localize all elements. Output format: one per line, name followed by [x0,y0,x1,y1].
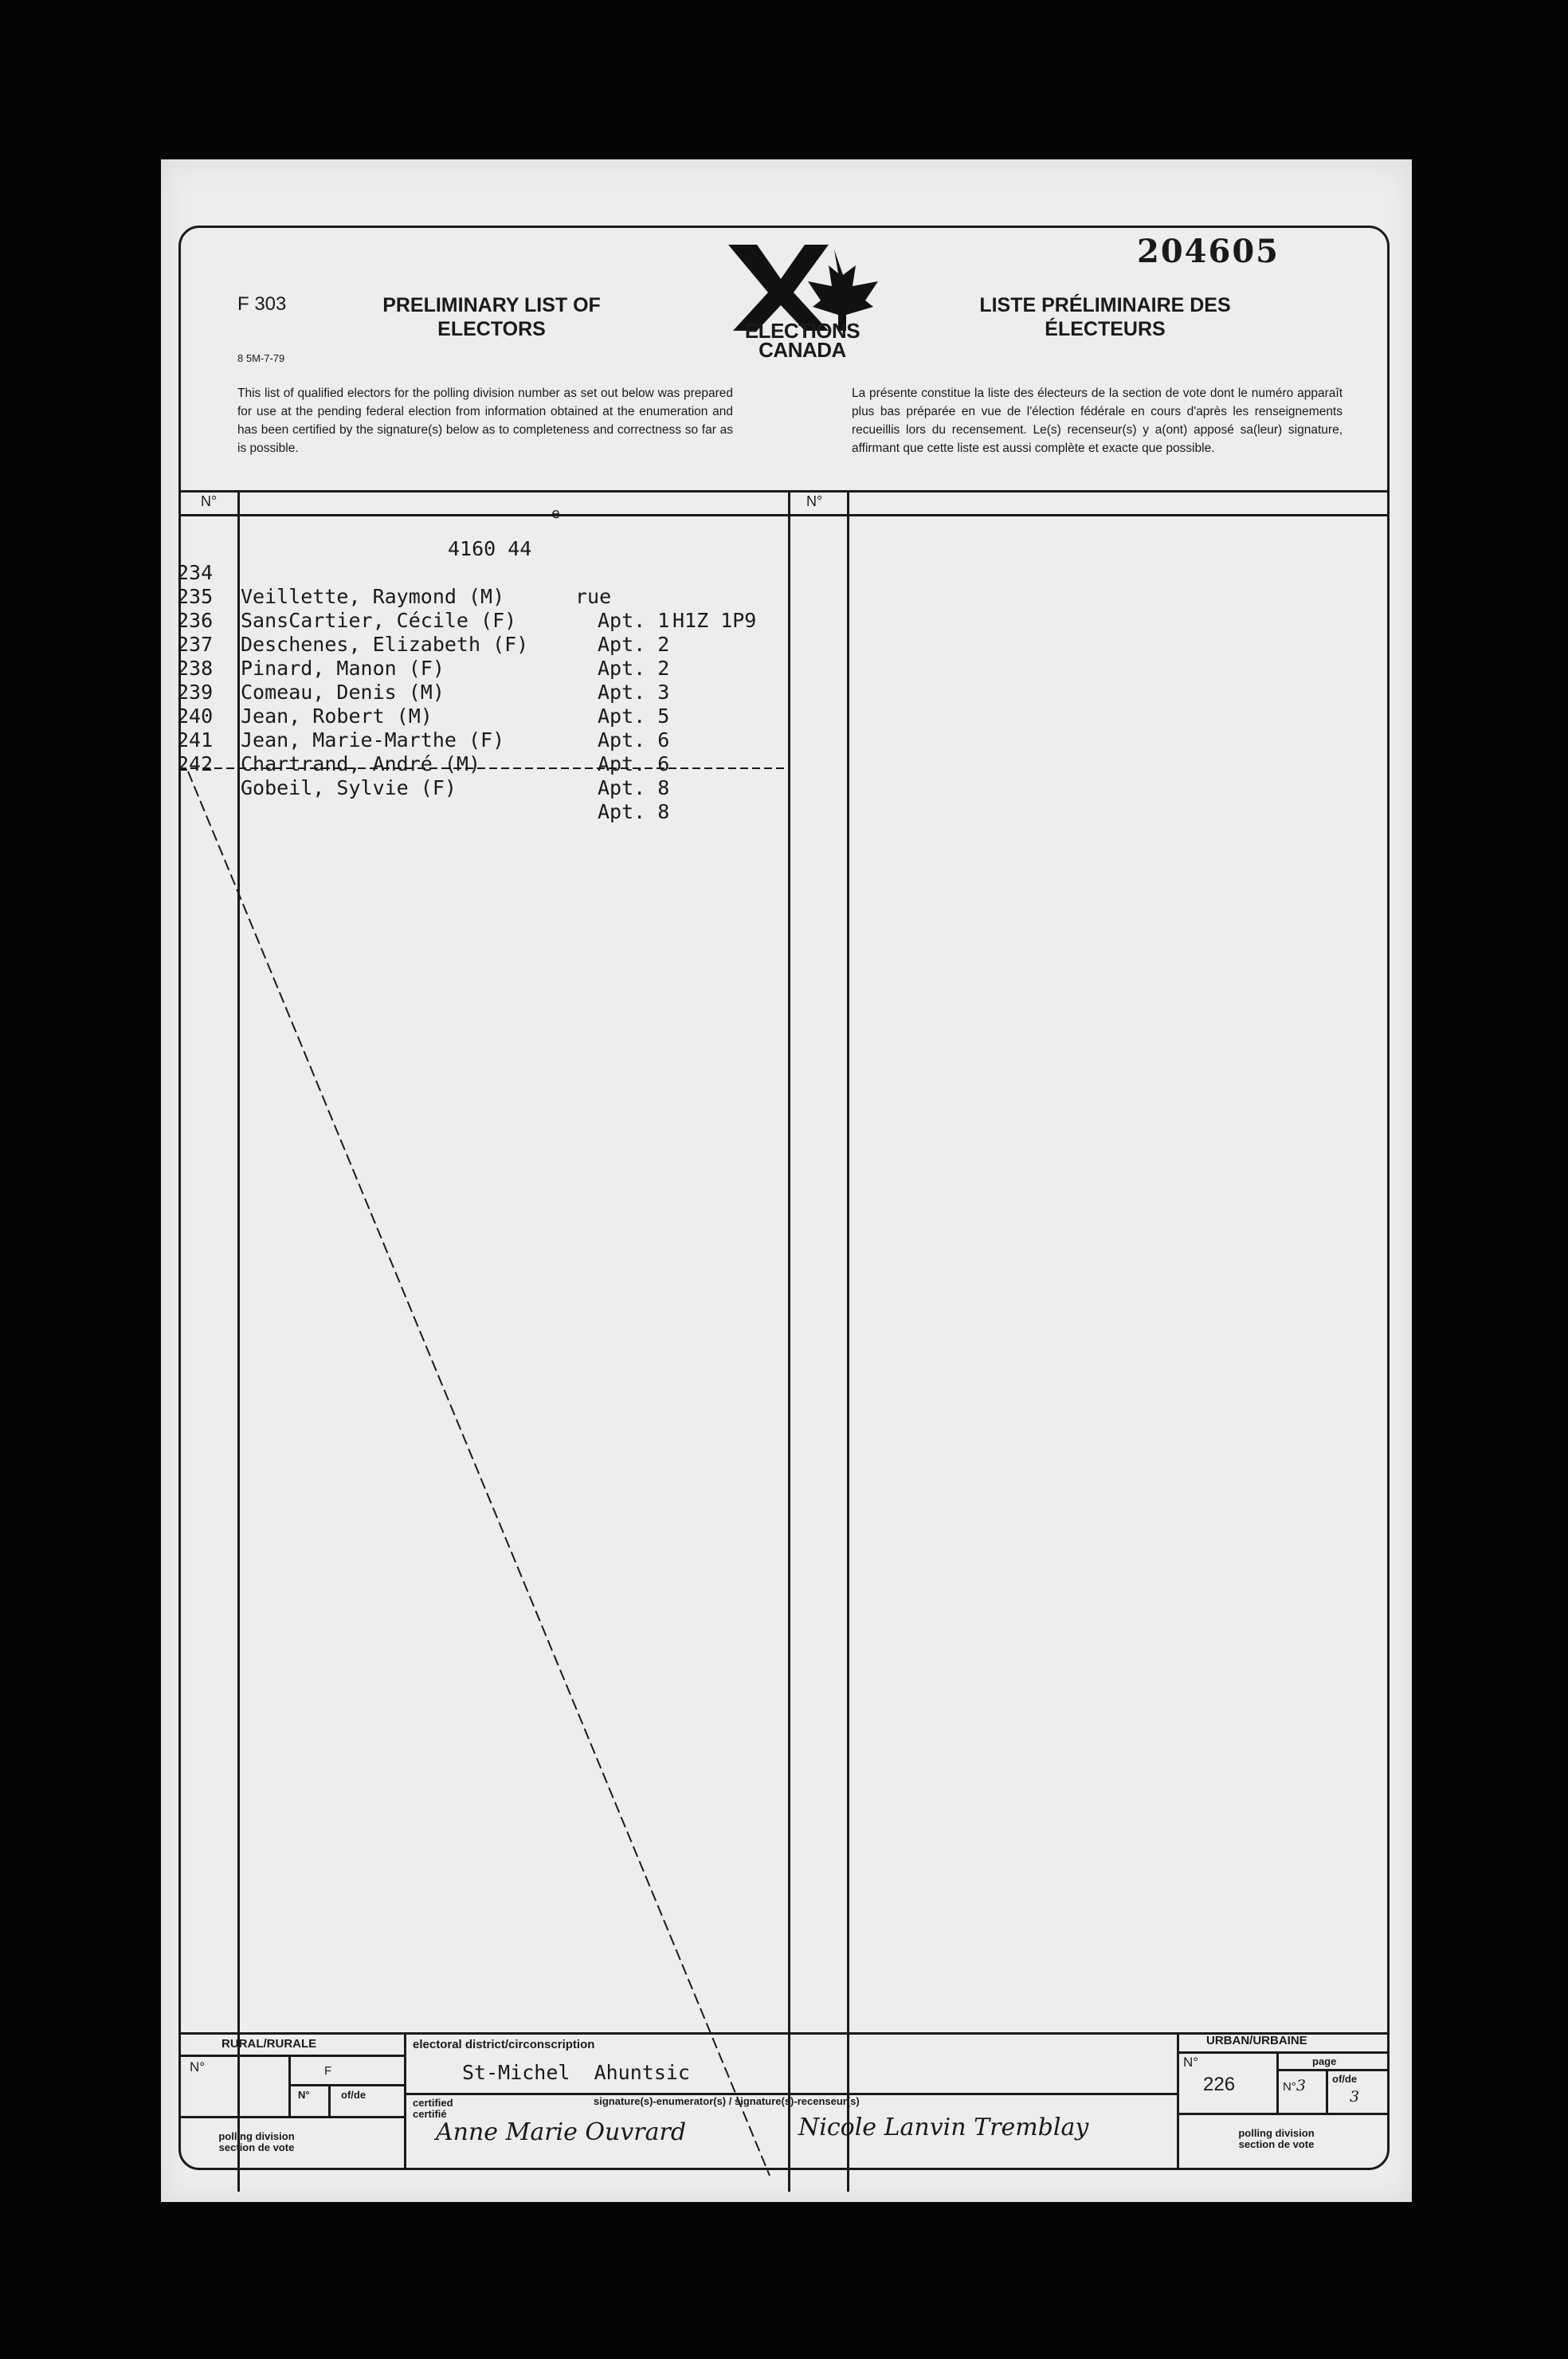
electors-list-sheet [161,159,1412,2202]
polling-label-line-1: polling division [218,2130,295,2142]
elector-number: 237 [177,633,214,656]
page-label: page [1312,2055,1337,2067]
elector-name: Gobeil, Sylvie (F) [241,776,457,799]
ordinal-superscript: e [551,505,560,522]
elector-apartment: Apt. 2 [598,657,670,680]
urban-number-value: 226 [1203,2074,1236,2095]
elector-name: Chartrand, André (M) [241,752,481,775]
column-header-no-left: N° [201,493,218,509]
urban-polling-line-1: polling division [1238,2127,1315,2139]
rural-divider-2 [328,2084,331,2116]
district-label: electoral district/circonscription [413,2038,595,2051]
elector-name: Jean, Marie-Marthe (F) [241,728,505,752]
elector-apartment: Apt. 6 [598,752,670,775]
elector-apartment: Apt. 8 [598,776,670,799]
elector-name: Veillette, Raymond (M) [241,585,505,608]
signature-label: signature(s)-enumerator(s) / signature(s)-recenseur(s) [594,2095,860,2107]
elector-number: 241 [177,728,214,752]
elector-number: 242 [177,752,214,775]
postal-code: H1Z 1P9 [672,609,757,632]
title-english [344,293,639,341]
rural-sub-number-label: N° [298,2089,310,2101]
elector-apartment: Apt. 3 [598,681,670,704]
elector-number: 234 [177,561,214,584]
logo-line-2: CANADA [759,338,846,362]
rural-label-rule [178,2055,404,2057]
urban-label: URBAN/URBAINE [1206,2034,1307,2047]
page-of-value: 3 [1350,2088,1360,2106]
certified-line-1: certified [413,2097,453,2109]
elector-apartment: Apt. 6 [598,728,670,752]
elector-name: Pinard, Manon (F) [241,657,445,680]
print-code: 8 5M-7-79 [237,352,285,364]
form-code: F 303 [237,293,287,315]
column-header-no-right: N° [806,493,823,509]
elector-name: SansCartier, Cécile (F) [241,609,517,632]
urban-label-rule [1177,2051,1390,2054]
rural-bottom-rule [178,2116,404,2118]
title-en-line-1: PRELIMINARY LIST OF [382,294,601,316]
street-name: rue [575,585,612,608]
certified-line-2: certifié [413,2108,447,2120]
logo-text [719,319,886,362]
page-number-field [1283,2077,1306,2094]
elector-name: Deschenes, Elizabeth (F) [241,633,529,656]
right-number-column-rule [847,490,849,2192]
page-number-value: 3 [1296,2077,1306,2094]
elector-number: 236 [177,609,214,632]
title-french [938,293,1272,341]
urban-divider-2 [1326,2069,1328,2113]
elector-name: Comeau, Denis (M) [241,681,445,704]
elector-apartment: Apt. 2 [598,633,670,656]
rural-label: RURAL/RURALE [221,2037,317,2051]
certified-label [413,2098,453,2120]
elector-number: 239 [177,681,214,704]
elector-number: 235 [177,585,214,608]
street-number: 4160 44 [448,537,532,560]
signature-enumerator-1: Anne Marie Ouvrard [436,2118,687,2146]
serial-number: 204605 [1137,233,1280,270]
maple-x-icon [719,243,886,331]
end-of-list-strike [178,765,816,2192]
polling-division-label-urban [1221,2128,1332,2150]
urban-page-rule [1276,2069,1390,2071]
intro-text-english: This list of qualified electors for the polling division number as set out below was prepared for use at the pending federal election from information obtained at the enumeration and has been certified by the signature(s) below as to completeness and correctness so far as is possible. [237,387,733,455]
elector-name: Jean, Robert (M) [241,705,433,728]
elector-apartment: Apt. 5 [598,705,670,728]
urban-polling-line-2: section de vote [1238,2138,1315,2150]
rural-of-label: of/de [341,2089,367,2101]
table-top-rule [178,490,1390,493]
elections-canada-logo [719,243,886,371]
polling-division-label-rural [201,2131,312,2153]
title-fr-line-1: LISTE PRÉLIMINAIRE DES [979,294,1231,316]
elector-number: 240 [177,705,214,728]
polling-label-line-2: section de vote [218,2141,295,2153]
urban-divider-1 [1276,2051,1279,2113]
urban-number-label: N° [1183,2055,1199,2070]
elector-number: 238 [177,657,214,680]
page-number-label: N° [1283,2080,1296,2094]
footer-left-divider [404,2032,406,2170]
urban-bottom-rule [1177,2113,1390,2115]
page-of-label: of/de [1332,2073,1358,2085]
elector-apartment: Apt. 1 [598,609,670,632]
signature-enumerator-2: Nicole Lanvin Tremblay [798,2114,1089,2141]
title-fr-line-2: ÉLECTEURS [1045,318,1166,340]
elector-apartment: Apt. 8 [598,800,670,823]
district-value: St-Michel Ahuntsic [462,2061,690,2084]
rural-number-label: N° [190,2059,206,2074]
electors-table [161,505,798,823]
rural-f-label: F [324,2064,332,2078]
title-en-line-2: ELECTORS [437,318,546,340]
logo-line-1: ELECTIONS [744,319,860,343]
rural-sub-rule [288,2084,404,2086]
intro-text-french: La présente constitue la liste des électeurs de la section de vote dont le numéro apparaît plus bas préparée en vue de l'élection fédérale en cours d'après les renseignements recueillis lors du recensement. Le(s) recenseur(s) y a(ont) apposé sa(leur) signature, affirmant que cette liste est aussi complète et exacte que possible. [852,387,1343,455]
